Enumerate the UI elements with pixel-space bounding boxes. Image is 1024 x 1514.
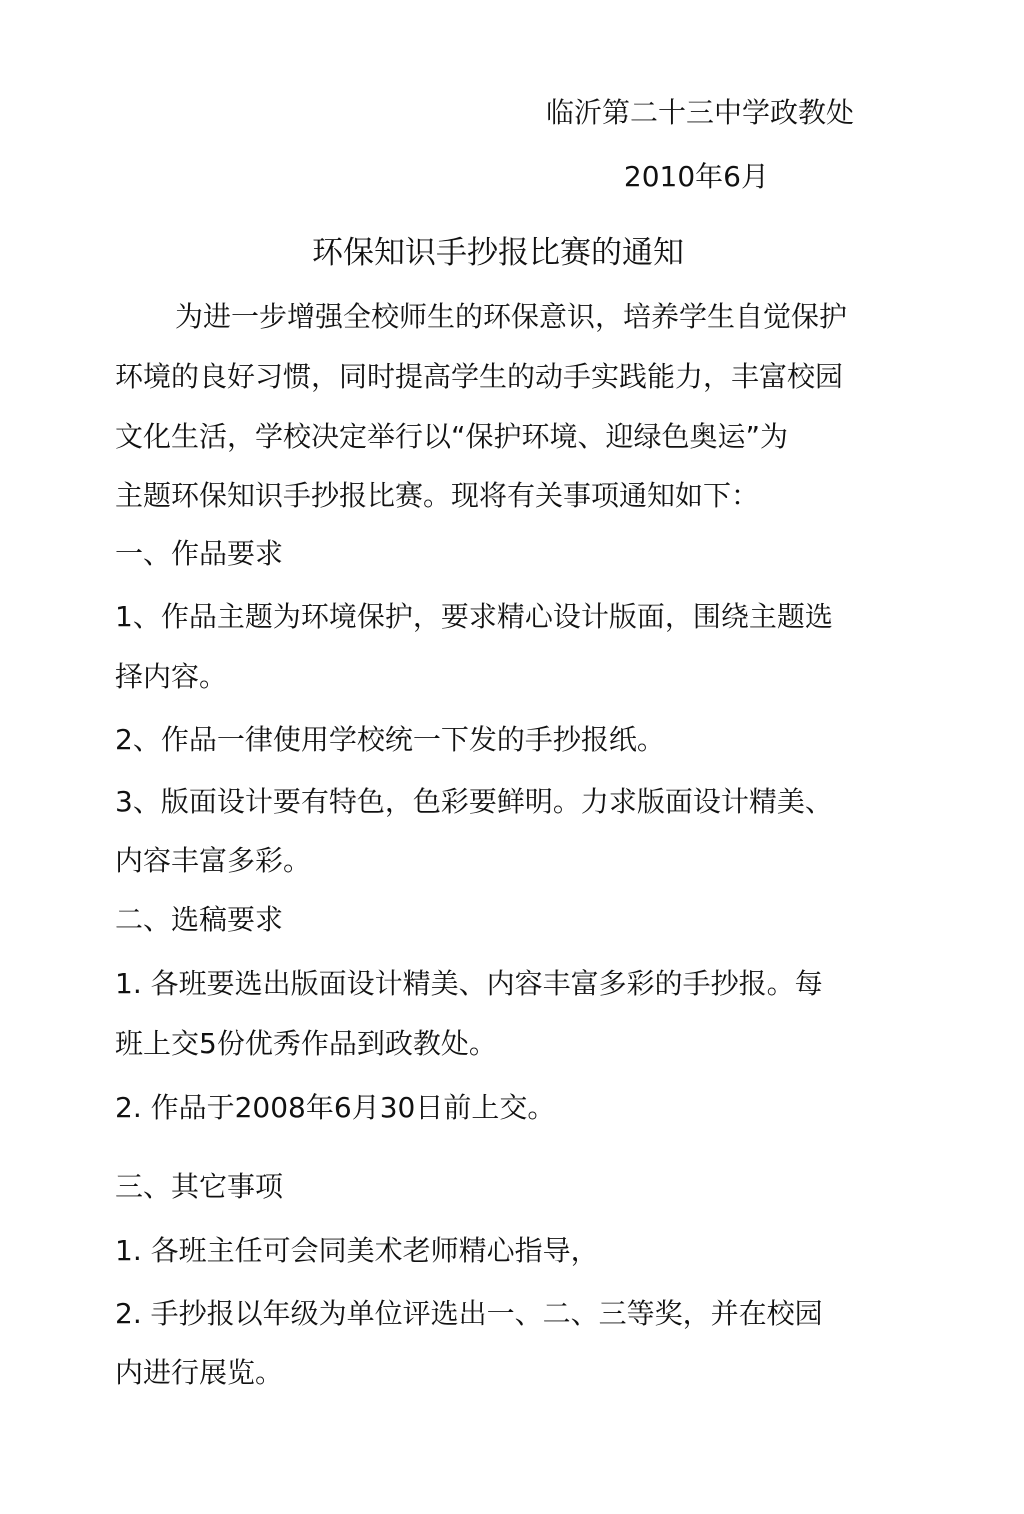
issuer-line: 临沂第二十三中学政教处 bbox=[545, 96, 854, 129]
section3-line-3: 内进行展览。 bbox=[115, 1356, 284, 1389]
section2-line-2: 班上交5份优秀作品到政教处。 bbox=[115, 1027, 497, 1060]
section1-line-2: 择内容。 bbox=[115, 660, 228, 693]
intro-line-2: 环境的良好习惯，同时提高学生的动手实践能力，丰富校园 bbox=[115, 360, 844, 393]
intro-line-4: 主题环保知识手抄报比赛。现将有关事项通知如下： bbox=[115, 479, 760, 512]
section1-line-4: 3、版面设计要有特色，色彩要鲜明。力求版面设计精美、 bbox=[115, 785, 833, 818]
page-title: 环保知识手抄报比赛的通知 bbox=[312, 235, 684, 271]
section3-line-2: 2. 手抄报以年级为单位评选出一、二、三等奖，并在校园 bbox=[115, 1297, 823, 1330]
section-heading-2: 二、选稿要求 bbox=[115, 903, 284, 936]
section-heading-1: 一、作品要求 bbox=[115, 537, 284, 570]
date-line: 2010年6月 bbox=[623, 160, 769, 193]
section1-line-1: 1、作品主题为环境保护，要求精心设计版面，围绕主题选 bbox=[115, 600, 833, 633]
section-heading-3: 三、其它事项 bbox=[115, 1170, 284, 1203]
section1-line-3: 2、作品一律使用学校统一下发的手抄报纸。 bbox=[115, 723, 665, 756]
section2-line-3: 2. 作品于2008年6月30日前上交。 bbox=[115, 1091, 556, 1124]
intro-line-3: 文化生活，学校决定举行以“保护环境、迎绿色奥运”为 bbox=[115, 420, 789, 453]
intro-line-1: 为进一步增强全校师生的环保意识，培养学生自觉保护 bbox=[175, 300, 848, 333]
section3-line-1: 1. 各班主任可会同美术老师精心指导， bbox=[115, 1234, 599, 1267]
section1-line-5: 内容丰富多彩。 bbox=[115, 844, 312, 877]
section2-line-1: 1. 各班要选出版面设计精美、内容丰富多彩的手抄报。每 bbox=[115, 967, 823, 1000]
